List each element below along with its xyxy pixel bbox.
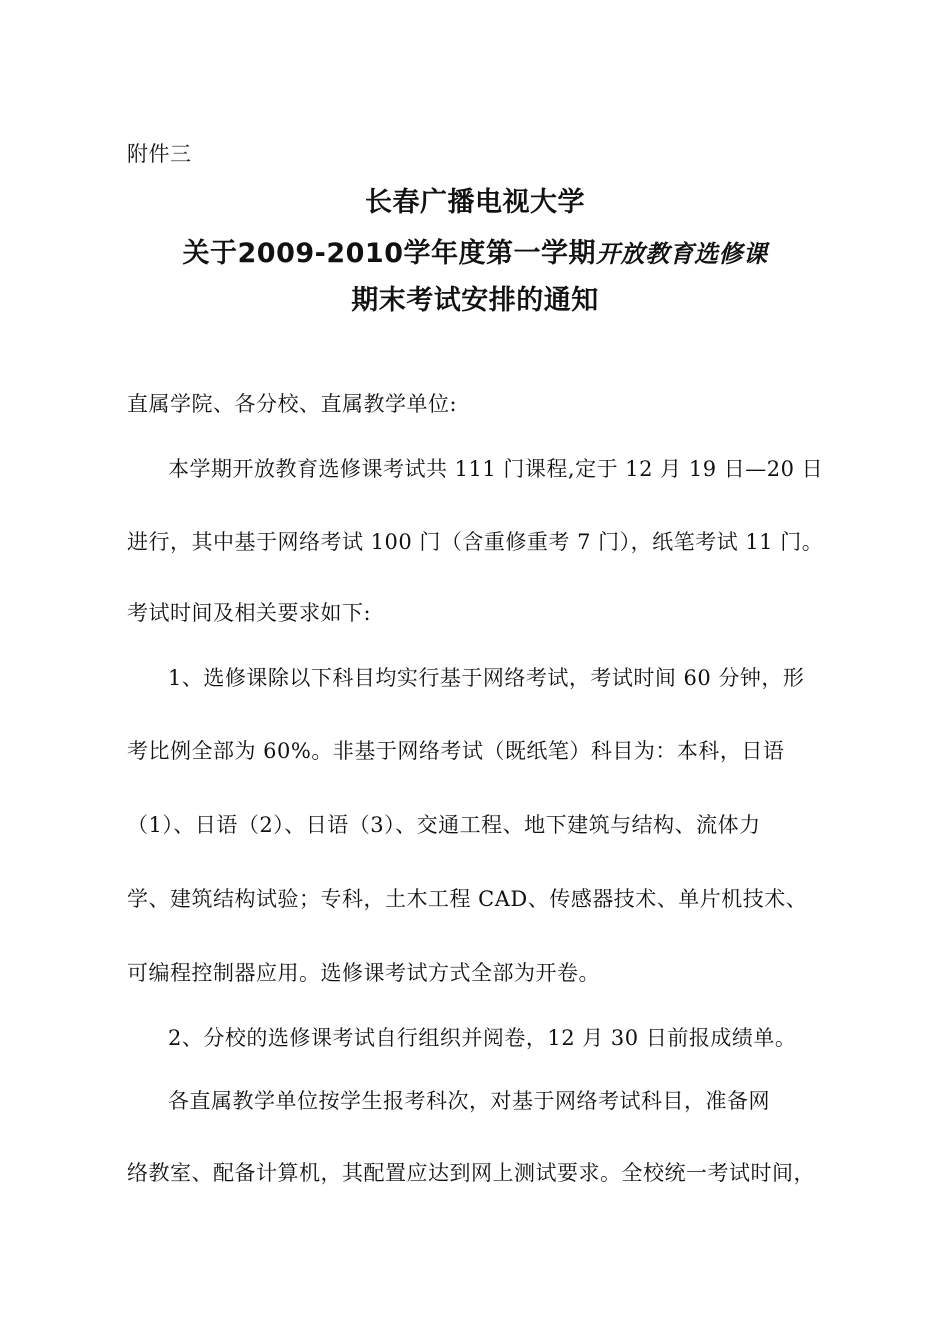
title-line-1: 长春广播电视大学 xyxy=(365,187,585,218)
body-line-6: （1）、日语（2）、日语（3）、交通工程、地下建筑与结构、流体力 xyxy=(127,813,761,837)
body-line-11: 络教室、配备计算机，其配置应达到网上测试要求。全校统一考试时间， xyxy=(127,1161,815,1185)
attachment-label: 附件三 xyxy=(127,142,192,166)
body-line-9: 2、分校的选修课考试自行组织并阅卷，12 月 30 日前报成绩单。 xyxy=(168,1026,797,1050)
body-line-2: 进行，其中基于网络考试 100 门（含重修重考 7 门），纸笔考试 11 门。 xyxy=(127,530,824,554)
salutation: 直属学院、各分校、直属教学单位: xyxy=(127,392,458,416)
body-line-7: 学、建筑结构试验；专科，土木工程 CAD、传感器技术、单片机技术、 xyxy=(127,887,808,911)
title-line-2 xyxy=(0,237,950,271)
body-line-3: 考试时间及相关要求如下: xyxy=(127,601,372,625)
body-line-10: 各直属教学单位按学生报考科次，对基于网络考试科目，准备网 xyxy=(168,1089,770,1113)
title-line-3: 期末考试安排的通知 xyxy=(351,285,599,316)
title-line-2-script: 开放教育选修课 xyxy=(596,239,768,268)
body-line-8: 可编程控制器应用。选修课考试方式全部为开卷。 xyxy=(127,961,600,985)
title-line-2-main: 关于2009-2010学年度第一学期 xyxy=(182,238,596,269)
body-line-5: 考比例全部为 60%。非基于网络考试（既纸笔）科目为：本科，日语 xyxy=(127,739,785,763)
body-line-4: 1、选修课除以下科目均实行基于网络考试，考试时间 60 分钟，形 xyxy=(168,666,805,690)
body-line-1: 本学期开放教育选修课考试共 111 门课程,定于 12 月 19 日—20 日 xyxy=(168,457,824,481)
